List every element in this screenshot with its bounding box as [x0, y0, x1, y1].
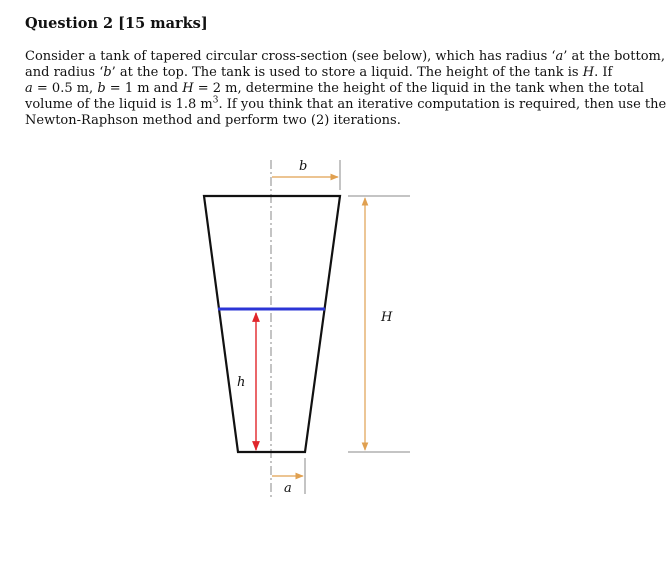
text-run: = 0.5 m, — [32, 81, 98, 96]
label-b: b — [299, 159, 308, 174]
text-run: ’ at the top. The tank is used to store a liquid. The height of the tank is — [111, 65, 583, 80]
text-run: ’ at the bottom, — [563, 49, 665, 64]
text-run: = 1 m and — [105, 81, 183, 96]
label-H: H — [381, 310, 393, 325]
var-H: H — [582, 65, 595, 80]
text-run: Consider a tank of tapered circular cross-section (see below), which has radius ‘ — [25, 49, 556, 64]
text-run: . If you think that an iterative computation is required, then use the — [218, 97, 666, 112]
tank-outline — [204, 196, 340, 452]
text-run: volume of the liquid is 1.8 m — [25, 97, 213, 112]
var-a: a — [25, 81, 33, 96]
question-heading: Question 2 [15 marks] — [25, 15, 208, 32]
label-a: a — [284, 481, 292, 496]
superscript-3: 3 — [212, 95, 219, 106]
var-b: b — [103, 65, 112, 80]
var-a: a — [555, 49, 564, 64]
text-run: = 2 m, determine the height of the liquid in the tank when the total — [193, 81, 644, 96]
question-line-5: Newton-Raphson method and perform two (2) iterations. — [25, 113, 401, 128]
text-run: . If — [594, 65, 613, 80]
text-run: and radius ‘ — [25, 65, 104, 80]
var-b: b — [97, 81, 106, 96]
var-H: H — [182, 81, 194, 96]
label-h: h — [237, 375, 246, 390]
